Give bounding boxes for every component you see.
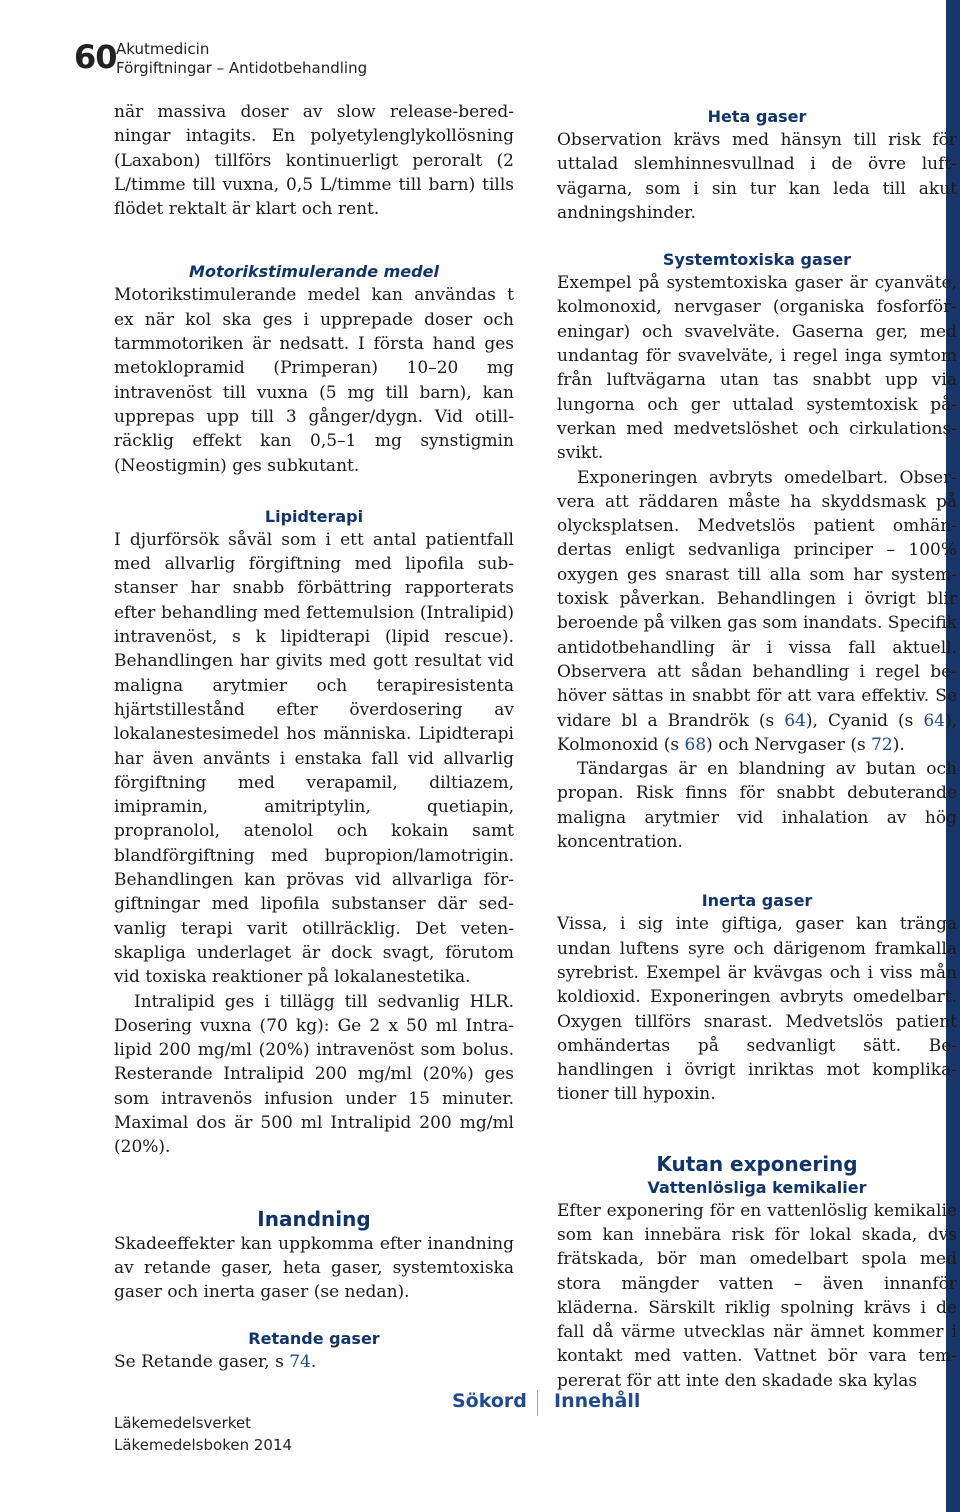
page-link-74[interactable]: 74 [289,1352,311,1373]
publisher-name: Läkemedelsverket [114,1414,252,1432]
text-sep: ) och Nervgaser (s [706,734,872,755]
heta-heading: Heta gaser [707,107,807,126]
page-number: 60 [74,38,117,76]
inandning-paragraph: Skadeeffekter kan uppkomma efter inandning av retande gaser, heta gaser, systemtoxiska gaser och inerta gaser (se nedan). [114,1233,514,1303]
systemtoxiska-paragraph-2 [557,466,957,758]
page-link-kolmonoxid[interactable]: 68 [684,734,707,755]
book-title: Läkemedelsboken 2014 [114,1436,293,1454]
intro-paragraph: när massiva doser av slow release-beredningar intagits. En polyetylenglykollösning (Laxabon) tillförs kontinuerligt peroralt (2 L/timme till vuxna, 0,5 L/timme till barn) tills flödet rektalt är klart och rent. [114,102,514,220]
retande-paragraph [114,1350,514,1374]
systemtoxiska-paragraph: Exempel på systemtoxiska gaser är cyanväte, kolmonoxid, nervgaser (organiska fosforföreningar) och svavelväte. Gaserna ger, med undantag för svavelväte, i regel inga symtom från luftvägarna utan tas snabbt upp via lungorna och ger uttalad systemtoxisk påverkan med medvetslöshet och cirkulationssvikt. [557,273,957,464]
page-link-nervgaser[interactable]: 72 [871,734,893,755]
text-sep: ), Cyanid (s [805,710,924,731]
systemtoxiska-paragraph-3: Tändargas är en blandning av butan och propan. Risk finns för snabbt debuterande maligna arytmier vid inhalation av hög koncentration. [557,759,957,853]
inandning-heading: Inandning [257,1206,371,1231]
retande-heading: Retande gaser [248,1329,380,1349]
page-link-cyanid[interactable]: 64 [923,710,945,731]
running-header [116,41,367,78]
lipid-heading: Lipidterapi [264,506,364,526]
heta-paragraph: Observation krävs med hänsyn till risk för uttalad slemhinnesvullnad i de övre luftvägarna, som i sin tur kan leda till akut andningshinder. [557,130,957,223]
text-sep: ), Kolmonoxid (s [557,710,957,755]
vatten-paragraph: Efter exponering för en vattenlöslig kemikalie som kan innebära risk för lokal skada, dvs frätskada, bör man omedelbart spola med stora mängder vatten – även innanför kläderna. Särskilt riklig spolning krävs i de fall då värme utvecklas när ämnet kommer i kontakt med vatten. Vattnet bör vara tempererat för att inte den skadade ska kylas [557,1200,957,1391]
systemtoxiska-text: Exponeringen avbryts omedelbart. Observera att räddaren måste ha skyddsmask på olycksplatsen. Medvetslös patient omhändertas enligt sedvanliga principer – 100% oxygen ges snarast till alla som har systemtoxisk påverkan. Behandlingen i övrigt blir beroende på vilken gas som inandats. Specifik antidotbehandling är i vissa fall aktuell. Observera att sådan behandling i regel behöver sättas in snabbt för att vara effektiv. Se vidare bl a Brandrök (s [557,467,957,731]
footer-publisher [114,1412,292,1456]
inerta-paragraph: Vissa, i sig inte giftiga, gaser kan tränga undan luftens syre och därigenom framkalla syrebrist. Exempel är kvävgas och i viss mån koldioxid. Exponeringen avbryts omedelbart. Oxygen tillförs snarast. Medvetslös patient omhändertas på sedvanligt sätt. Behandlingen i övrigt inriktas mot komplikationer till hypoxin. [557,914,957,1105]
inerta-heading: Inerta gaser [701,891,813,911]
innehall-link[interactable]: Innehåll [554,1390,641,1412]
systemtoxiska-heading: Systemtoxiska gaser [662,250,852,270]
kutan-heading: Kutan exponering [656,1151,858,1176]
lipid-paragraph: I djurförsök såväl som i ett antal patientfall med allvarlig förgiftning med lipofila substanser har snabb förbättring rapporterats efter behandling med fettemulsion (Intralipid) intravenöst, s k lipidterapi (lipid rescue). Behandlingen har givits med gott resultat vid maligna arytmier och terapiresistenta hjärtstillestånd efter överdosering av lokalanestesimedel hos människa. Lipidterapi har även använts i enstaka fall vid allvarlig förgiftning med verapamil, diltiazem, imipramin, amitriptylin, quetiapin, propranolol, atenolol och kokain samt blandförgiftning med bupropion/lamotrigin. Behandlingen kan prövas vid allvarliga förgiftningar med lipofila substanser där sedvanlig terapi varit otillräcklig. Det vetenskapliga underlaget är dock svagt, förutom vid toxiska reaktioner på lokalanestetika. [114,529,514,988]
footer-divider [537,1390,538,1416]
right-column [557,106,957,1393]
lipid-paragraph-2: Intralipid ges i tillägg till sedvanlig HLR. Dosering vuxna (70 kg): Ge 2 x 50 ml Intralipid 200 mg/ml (20%) intravenöst som bolus. Resterande Intralipid 200 mg/ml (20%) ges som intravenös infusion under 15 minuter. Maximal dos är 500 ml Intralipid 200 mg/ml (20%). [114,991,514,1158]
text-sep: ). [892,734,905,755]
left-column [114,100,514,1375]
vatten-heading: Vattenlösliga kemikalier [647,1177,867,1197]
sokord-link[interactable]: Sökord [452,1390,527,1412]
retande-text-end: . [310,1352,317,1373]
retande-text: Se Retande gaser, s [114,1352,290,1373]
page-link-brandrok[interactable]: 64 [784,710,806,731]
motor-paragraph: Motorikstimulerande medel kan användas t ex när kol ska ges i upprepade doser och tarmmotoriken är nedsatt. I första hand ges metoklopramid (Primperan) 10–20 mg intravenöst till vuxna (5 mg till barn), kan upprepas upp till 3 gånger/dygn. Vid otillräcklig effekt kan 0,5–1 mg synstigmin (Neostigmin) ges subkutant. [114,285,514,476]
section-title: Akutmedicin [116,40,210,58]
chapter-title: Förgiftningar – Antidotbehandling [116,59,368,77]
motor-heading: Motorikstimulerande medel [189,262,439,282]
